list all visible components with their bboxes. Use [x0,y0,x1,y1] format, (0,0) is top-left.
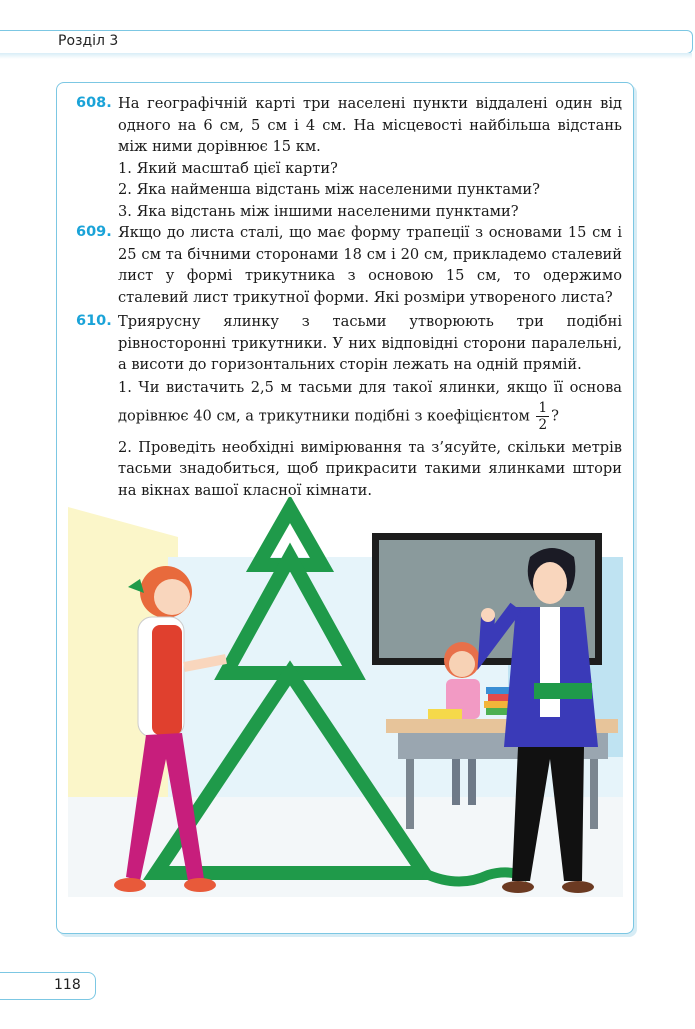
problem-609 [76,222,622,308]
fraction [536,400,549,433]
problem-text: На географічній карті три населені пункти віддалені один від одного на 6 см, 5 см і 4 см. На місцевості найбільша відстань між ними дорівнює 15 км. [118,95,622,155]
problem-number: 610. [76,313,112,329]
page-number: 118 [54,977,81,993]
desk-leg [590,759,598,829]
book [428,709,462,719]
girl2-face [154,579,190,615]
problem-number: 608. [76,95,112,111]
classroom-illustration [68,497,623,927]
girl-leg [452,759,460,805]
girl2-shoe [114,878,146,892]
girl-face [449,651,475,677]
question-item: 2. Проведіть необхідні вимірювання та з’ясуйте, скільки метрів тасьми знадобиться, щоб прикрасити такими ялинками штори на вікнах вашої класної кімнати. [118,438,622,499]
girl2-vest [152,625,182,735]
problem-608 [76,93,622,222]
page-number-tab [0,972,96,1000]
question-item: 1. Який масштаб цієї карти? [118,159,338,177]
teacher-hand [481,608,495,622]
teacher-shoe [502,881,534,893]
question-item: 2. Яка найменша відстань між населеними пунктами? [118,181,540,198]
problem-text: Триярусну ялинку з тасьми утворюють три подібні рівносторонні трикутники. У них відповідні сторони паралельні, а висоти до горизонтальних сторін лежать на одній прямій. [118,313,622,373]
fraction-numerator: 1 [538,399,548,416]
desk-leg [406,759,414,829]
problem-number: 609. [76,224,112,240]
teacher-ribbon [534,683,592,699]
question-item [118,376,622,433]
fraction-denominator: 2 [538,416,548,433]
teacher-shirt [540,607,560,717]
girl2-shoe [184,878,216,892]
question-mark: ? [551,407,559,424]
teacher-face [533,562,567,604]
section-label: Розділ 3 [58,33,119,49]
problem-610 [76,311,622,501]
teacher-shoe [562,881,594,893]
question-text: 1. Чи вистачить 2,5 м тасьми для такої ялинки, якщо її основа дорівнює 40 см, а трикутники подібні з коефіцієнтом [118,378,622,424]
question-item: 3. Яка відстань між іншими населеними пунктами? [118,202,519,220]
problem-text: Якщо до листа сталі, що має форму трапеції з основами 15 см і 25 см та бічними сторонами 18 см і 20 см, прикладемо сталевий лист у формі трикутника з основою 15 см, то одержимо сталевий лист трикутної форми. Які розміри утвореного листа? [118,224,622,306]
girl-leg [468,759,476,805]
